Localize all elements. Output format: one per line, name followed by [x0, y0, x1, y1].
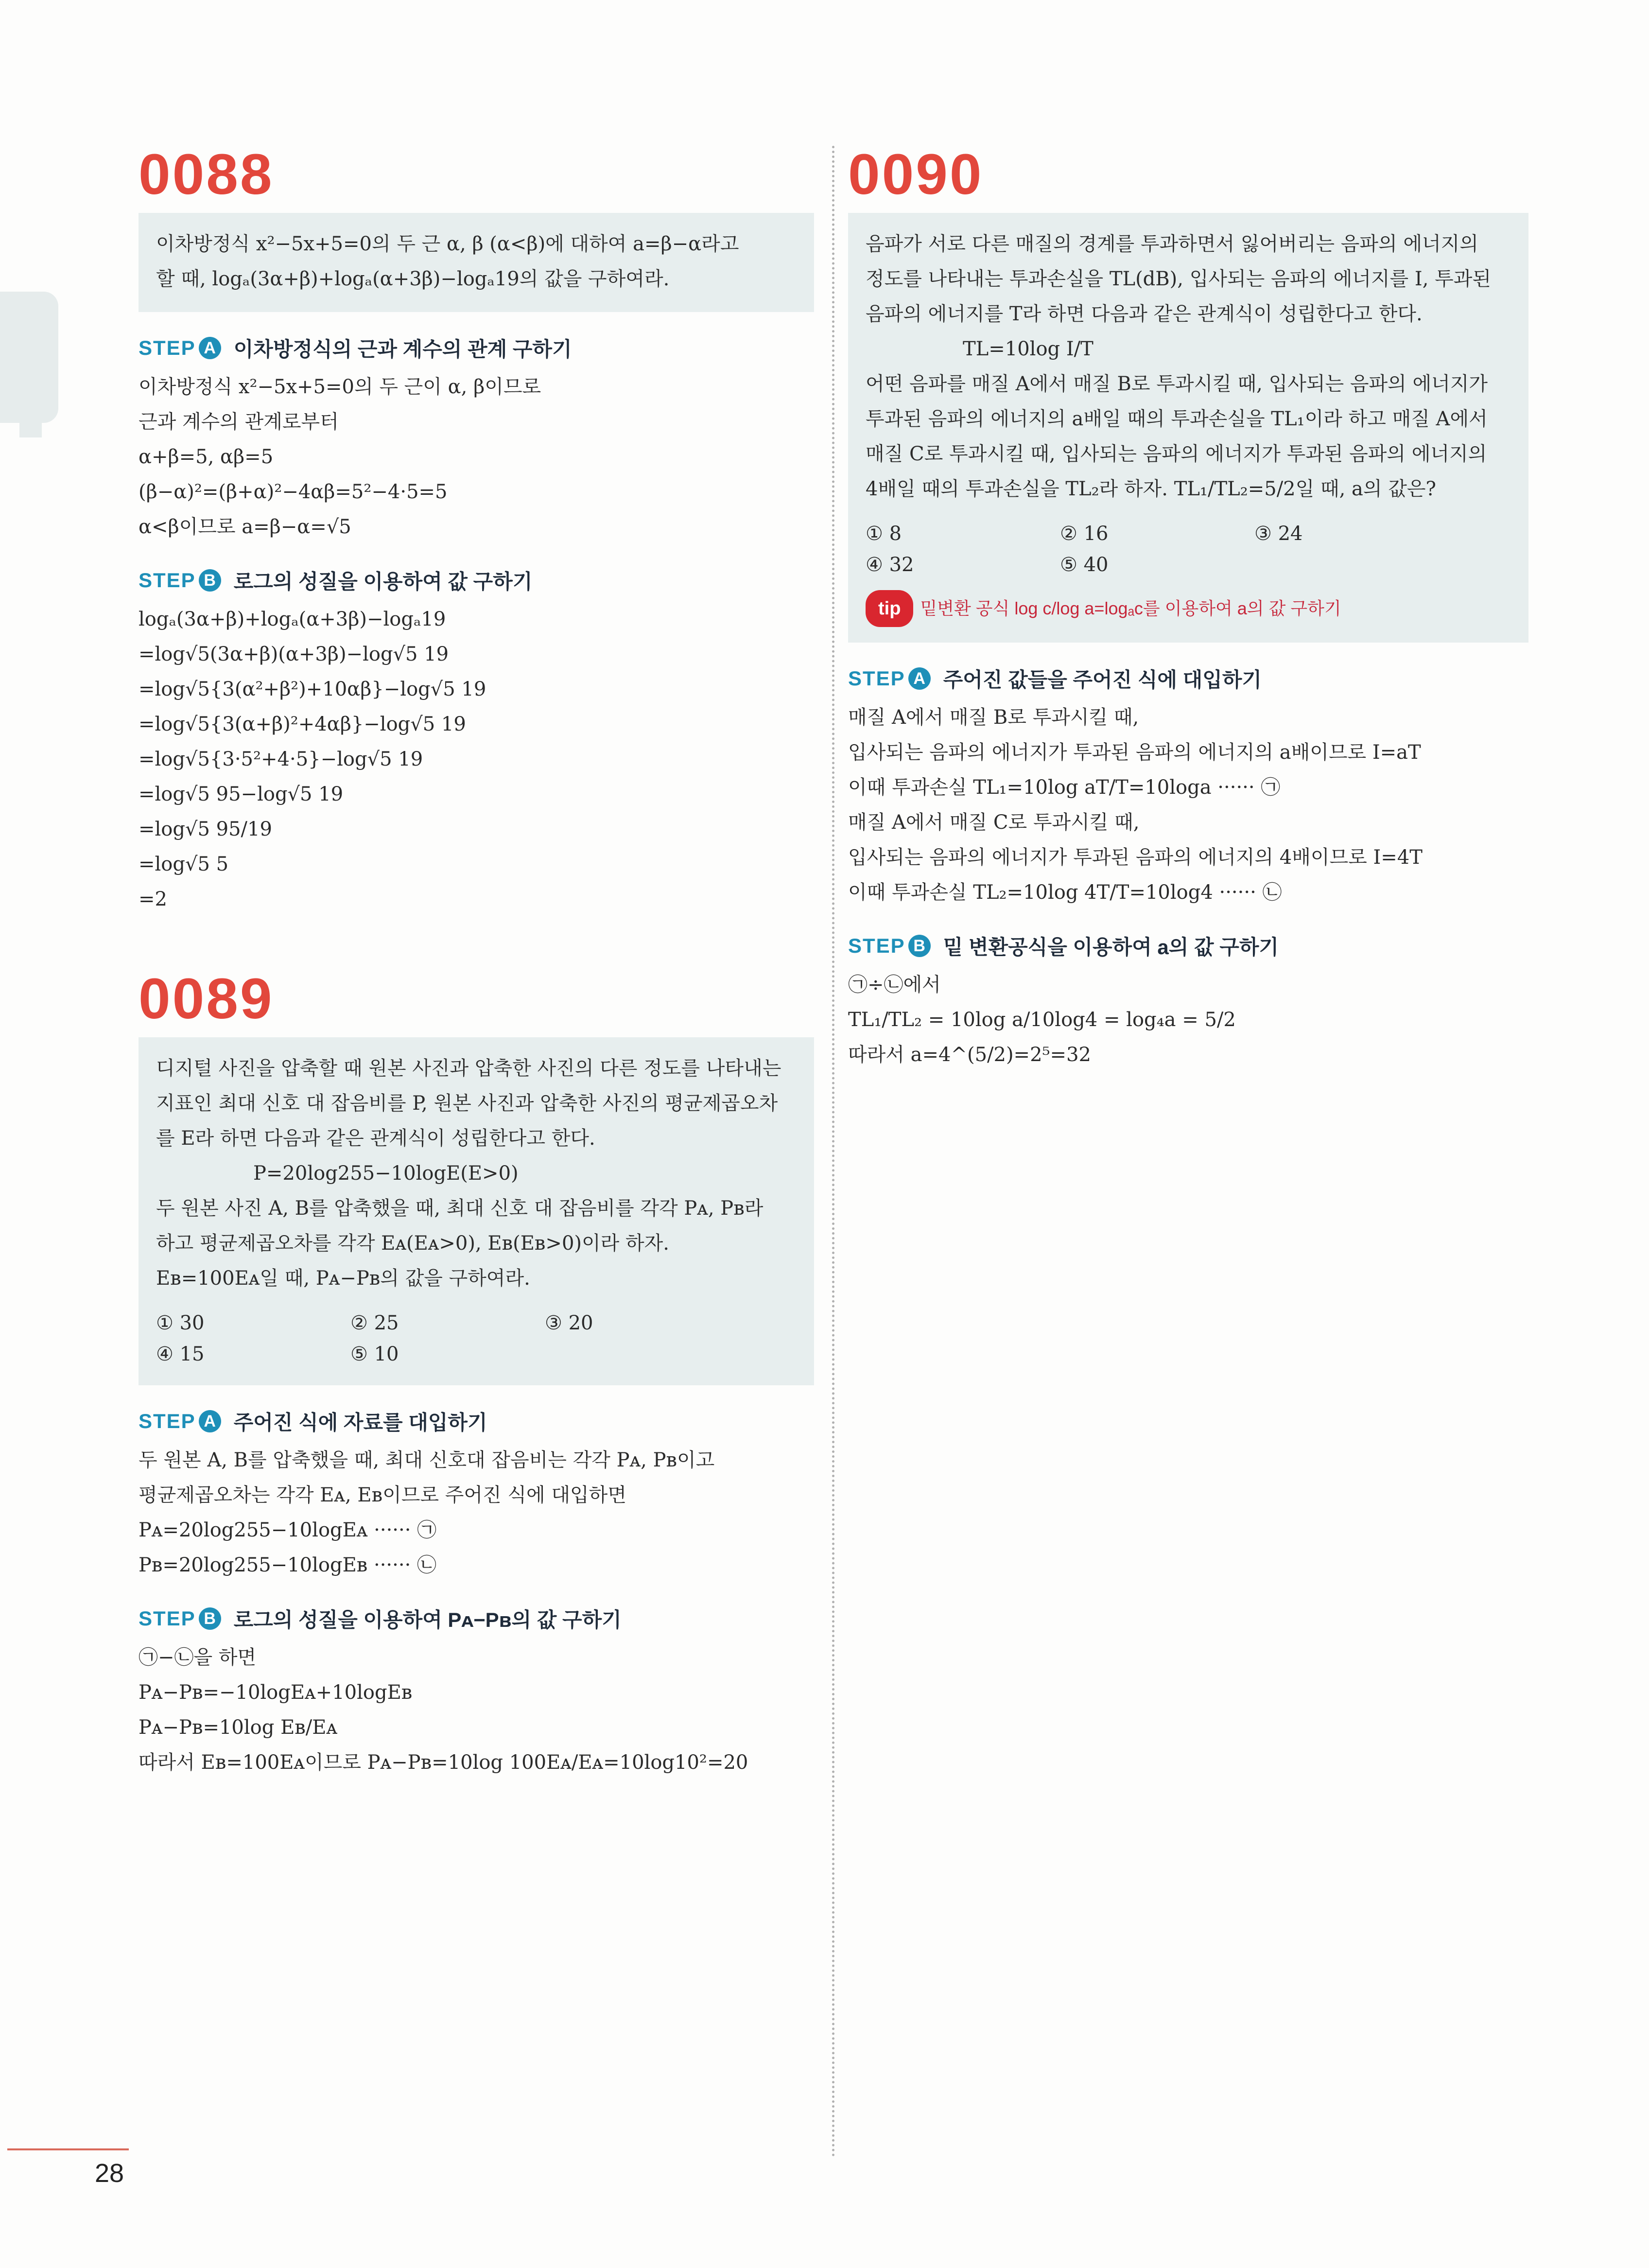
choice-2: ② 25 — [350, 1312, 399, 1334]
solution-line: logₐ(3α+β)+logₐ(α+3β)−logₐ19 — [139, 608, 446, 630]
solution-line: 이때 투과손실 TL₂=10log 4T/T=10log4 ······ ㉡ — [848, 881, 1282, 904]
solution-line: α<β이므로 a=β−α=√5 — [139, 516, 351, 538]
choice-2: ② 16 — [1060, 523, 1109, 545]
step-a-header — [139, 1407, 814, 1436]
choice-5: ⑤ 10 — [350, 1343, 399, 1365]
solution-line: 매질 A에서 매질 C로 투과시킬 때, — [848, 811, 1140, 834]
problem-number: 0089 — [139, 967, 274, 1031]
question-line: Eʙ=100Eᴀ일 때, Pᴀ−Pʙ의 값을 구하여라. — [156, 1267, 530, 1290]
step-label: STEP — [848, 667, 905, 690]
question-box — [139, 213, 814, 312]
choice-4: ④ 15 — [156, 1343, 205, 1365]
step-a-header — [139, 333, 814, 363]
question-line: 를 E라 하면 다음과 같은 관계식이 성립한다고 한다. — [156, 1127, 595, 1150]
answer-choices — [866, 518, 1511, 580]
column-divider — [832, 146, 834, 2158]
solution-line: =log√5{3·5²+4·5}−log√5 19 — [139, 748, 423, 770]
step-label: STEP — [848, 934, 905, 957]
page-number-rule — [7, 2148, 129, 2150]
choice-1: ① 8 — [866, 523, 902, 545]
step-b-solution — [139, 1640, 814, 1780]
problem-number: 0088 — [139, 142, 274, 207]
question-formula: TL=10log I/T — [963, 338, 1094, 360]
problem-0089 — [139, 967, 814, 1780]
step-b-header — [848, 931, 1528, 960]
step-letter-badge: B — [199, 569, 221, 592]
solution-line: Pᴀ=20log255−10logEᴀ ······ ㉠ — [139, 1519, 437, 1541]
solution-line: TL₁/TL₂ = 10log a/10log4 = log₄a = 5/2 — [848, 1009, 1236, 1031]
step-a-solution — [139, 1443, 814, 1583]
solution-line: ㉠−㉡을 하면 — [139, 1646, 257, 1669]
step-letter-badge: A — [908, 667, 931, 690]
solution-line: =log√5 95/19 — [139, 818, 272, 840]
question-line: 할 때, logₐ(3α+β)+logₐ(α+3β)−logₐ19의 값을 구하여라. — [156, 268, 670, 290]
solution-line: =log√5 5 — [139, 853, 229, 875]
question-line: 하고 평균제곱오차를 각각 Eᴀ(Eᴀ>0), Eʙ(Eʙ>0)이라 하자. — [156, 1232, 669, 1255]
step-title: 이차방정식의 근과 계수의 관계 구하기 — [233, 338, 572, 361]
solution-line: =2 — [139, 888, 167, 910]
step-a-header — [848, 664, 1528, 693]
step-label: STEP — [139, 1607, 196, 1630]
step-label: STEP — [139, 336, 196, 359]
solution-line: α+β=5, αβ=5 — [139, 446, 274, 468]
step-title: 주어진 식에 자료를 대입하기 — [233, 1411, 487, 1434]
step-letter-badge: B — [908, 935, 931, 957]
question-box — [848, 213, 1528, 643]
solution-line: 따라서 Eʙ=100Eᴀ이므로 Pᴀ−Pʙ=10log 100Eᴀ/Eᴀ=10log10²=20 — [139, 1751, 748, 1774]
question-line: 두 원본 사진 A, B를 압축했을 때, 최대 신호 대 잡음비를 각각 Pᴀ, Pʙ라 — [156, 1197, 764, 1220]
solution-line: Pᴀ−Pʙ=10log Eʙ/Eᴀ — [139, 1716, 338, 1739]
solution-line: 이때 투과손실 TL₁=10log aT/T=10loga ······ ㉠ — [848, 776, 1281, 799]
question-line: 정도를 나타내는 투과손실을 TL(dB), 입사되는 음파의 에너지를 I, 투과된 — [866, 268, 1492, 290]
solution-line: 근과 계수의 관계로부터 — [139, 411, 339, 433]
question-line: 투과된 음파의 에너지의 a배일 때의 투과손실을 TL₁이라 하고 매질 A에서 — [866, 408, 1488, 430]
answer-choices — [156, 1308, 797, 1370]
step-title: 로그의 성질을 이용하여 값 구하기 — [233, 570, 533, 593]
question-formula: P=20log255−10logE(E>0) — [253, 1162, 519, 1185]
solution-line: ㉠÷㉡에서 — [848, 974, 941, 996]
solution-line: Pᴀ−Pʙ=−10logEᴀ+10logEʙ — [139, 1681, 413, 1704]
solution-line: (β−α)²=(β+α)²−4αβ=5²−4·5=5 — [139, 481, 448, 503]
problem-0090 — [848, 142, 1528, 1072]
solution-line: =log√5 95−log√5 19 — [139, 783, 344, 805]
choice-3: ③ 20 — [545, 1312, 593, 1334]
question-line: 음파가 서로 다른 매질의 경계를 투과하면서 잃어버리는 음파의 에너지의 — [866, 233, 1478, 255]
choice-4: ④ 32 — [866, 554, 914, 576]
step-b-header — [139, 1604, 814, 1633]
question-box — [139, 1037, 814, 1385]
solution-line: =log√5{3(α+β)²+4αβ}−log√5 19 — [139, 713, 466, 735]
step-title: 로그의 성질을 이용하여 Pᴀ−Pʙ의 값 구하기 — [233, 1608, 622, 1631]
step-a-solution — [848, 700, 1528, 910]
choice-5: ⑤ 40 — [1060, 554, 1109, 576]
question-line: 디지털 사진을 압축할 때 원본 사진과 압축한 사진의 다른 정도를 나타내는 — [156, 1057, 781, 1080]
tip-text: 밑변환 공식 log c/log a=logₐc를 이용하여 a의 값 구하기 — [920, 598, 1341, 618]
question-line: 어떤 음파를 매질 A에서 매질 B로 투과시킬 때, 입사되는 음파의 에너지가 — [866, 373, 1488, 395]
choice-3: ③ 24 — [1254, 523, 1303, 545]
problem-number: 0090 — [848, 142, 984, 207]
question-line: 음파의 에너지를 T라 하면 다음과 같은 관계식이 성립한다고 한다. — [866, 303, 1423, 325]
step-title: 주어진 값들을 주어진 식에 대입하기 — [943, 668, 1262, 691]
solution-line: 따라서 a=4^(5/2)=2⁵=32 — [848, 1044, 1091, 1066]
solution-line: =log√5(3α+β)(α+3β)−log√5 19 — [139, 643, 449, 665]
step-title: 밑 변환공식을 이용하여 a의 값 구하기 — [943, 936, 1279, 959]
step-letter-badge: B — [199, 1607, 221, 1630]
step-label: STEP — [139, 1410, 196, 1432]
solution-line: =log√5{3(α²+β²)+10αβ}−log√5 19 — [139, 678, 486, 700]
step-b-header — [139, 566, 814, 595]
problem-0088 — [139, 142, 814, 917]
solution-line: 입사되는 음파의 에너지가 투과된 음파의 에너지의 a배이므로 I=aT — [848, 741, 1421, 764]
left-column — [139, 142, 814, 1780]
question-line: 4배일 때의 투과손실을 TL₂라 하자. TL₁/TL₂=5/2일 때, a의 값은? — [866, 478, 1436, 500]
solution-line: 매질 A에서 매질 B로 투과시킬 때, — [848, 706, 1139, 729]
step-label: STEP — [139, 569, 196, 592]
tip-row — [866, 590, 1511, 627]
chapter-side-marker — [19, 394, 42, 437]
right-column — [848, 142, 1528, 1072]
step-letter-badge: A — [199, 1410, 221, 1432]
question-line: 이차방정식 x²−5x+5=0의 두 근 α, β (α<β)에 대하여 a=β−α라고 — [156, 233, 739, 255]
solution-line: Pʙ=20log255−10logEʙ ······ ㉡ — [139, 1554, 437, 1576]
solution-line: 평균제곱오차는 각각 Eᴀ, Eʙ이므로 주어진 식에 대입하면 — [139, 1484, 626, 1506]
page-number: 28 — [95, 2159, 124, 2188]
question-line: 지표인 최대 신호 대 잡음비를 P, 원본 사진과 압축한 사진의 평균제곱오차 — [156, 1092, 778, 1115]
solution-line: 입사되는 음파의 에너지가 투과된 음파의 에너지의 4배이므로 I=4T — [848, 846, 1423, 869]
step-b-solution — [139, 602, 814, 917]
tip-badge: tip — [866, 590, 913, 627]
step-letter-badge: A — [199, 337, 221, 359]
question-line: 매질 C로 투과시킬 때, 입사되는 음파의 에너지가 투과된 음파의 에너지의 — [866, 443, 1487, 465]
step-a-solution — [139, 369, 814, 544]
choice-1: ① 30 — [156, 1312, 205, 1334]
step-b-solution — [848, 967, 1528, 1072]
solution-line: 두 원본 A, B를 압축했을 때, 최대 신호대 잡음비는 각각 Pᴀ, Pʙ이고 — [139, 1449, 715, 1471]
solution-line: 이차방정식 x²−5x+5=0의 두 근이 α, β이므로 — [139, 376, 541, 398]
